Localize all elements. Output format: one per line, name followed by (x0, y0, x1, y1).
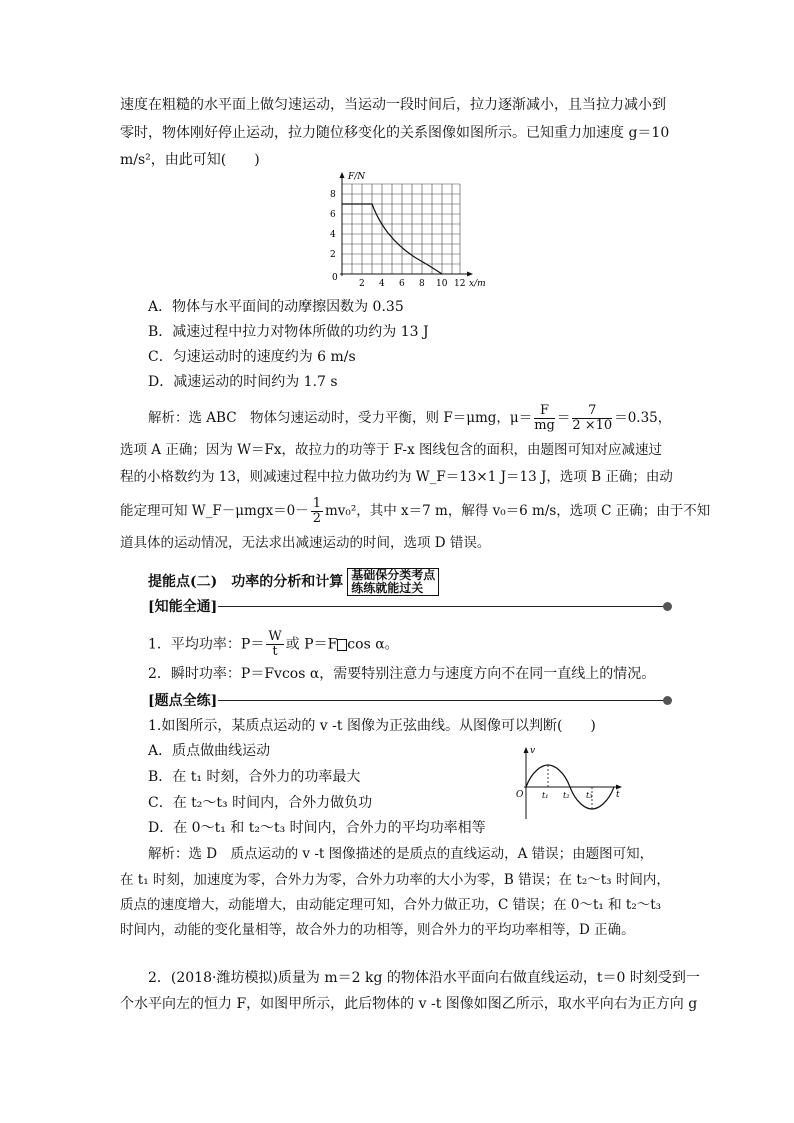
knowledge-header-dot (663, 602, 672, 611)
intro-line-1: 速度在粗糙的水平面上做匀速运动，当运动一段时间后，拉力逐渐减小，且当拉力减小到 (120, 97, 666, 113)
q1-option-a: A．物体与水平面间的动摩擦因数为 0.35 (148, 299, 404, 315)
fraction-f-over-mg: $\frac{F}{mg}$ (534, 403, 555, 433)
knowledge-item-1: 1．平均功率：P＝ $\frac{W}{t}$ 或 P＝F cos α。 (148, 629, 399, 659)
q3-line-2: 个水平向左的恒力 F，如图甲所示，此后物体的 v -t 图像如图乙所示，取水平向右为正方向 g (120, 996, 698, 1012)
q1-analysis-line-5: 道具体的运动情况，无法求出减速运动的时间，选项 D 错误。 (120, 535, 491, 551)
x-axis-label: x/m (469, 279, 486, 289)
overline-v-symbol (337, 639, 347, 651)
knowledge-item-2: 2．瞬时功率：P＝Fvcos α，需要特别注意力与速度方向不在同一直线上的情况。 (148, 666, 656, 682)
practice-header-dot (663, 696, 672, 705)
y-tick-8: 8 (330, 190, 336, 200)
q1-analysis-line-3: 程的小格数约为 13，则减速过程中拉力做功约为 W_F＝13×1 J＝13 J，选项 B 正确；由动 (120, 469, 673, 485)
y-tick-6: 6 (330, 210, 336, 220)
x-tick-12: 12 (454, 279, 466, 289)
q2-analysis-line-3: 质点的速度增大，动能增大，由动能定理可知，合外力做正功，C 错误；在 0～t₁ 和 t₂～t₃ (120, 897, 662, 913)
practice-header: [题点全练] (148, 693, 218, 709)
t2-label: t₂ (563, 791, 570, 800)
q2-analysis-line-4: 时间内，动能的变化量相等，故合外力的功相等，则合外力的平均功率相等，D 正确。 (120, 922, 635, 938)
q1-option-c: C．匀速运动时的速度约为 6 m/s (148, 349, 356, 365)
t-axis-label: t (616, 790, 620, 800)
fraction-w-over-t: $\frac{W}{t}$ (268, 629, 282, 659)
t1-label: t₁ (542, 791, 549, 800)
x-tick-10: 10 (436, 279, 448, 289)
intro-line-2: 零时，物体刚好停止运动，拉力随位移变化的关系图像如图所示。已知重力加速度 g＝10 (120, 125, 670, 141)
q1-analysis-line-4: 能定理可知 W_F－μmgx＝0－ $\frac{1}{2}$ mv₀²，其中 x＝7 m，解得 v₀＝6 m/s，选项 C 正确；由于不知 (120, 496, 711, 526)
force-displacement-graph (318, 170, 498, 294)
t3-label: t₃ (586, 791, 593, 800)
fraction-one-half: $\frac{1}{2}$ (312, 496, 321, 526)
fraction-7-over-20: $\frac{7}{2 \times 10}$ (572, 403, 613, 433)
section-tag: 基础保分类考点 练练就能过关 (347, 568, 439, 596)
practice-option-d: D．在 0～t₁ 和 t₂～t₃ 时间内，合外力的平均功率相等 (148, 820, 486, 836)
section-heading: 提能点(二) 功率的分析和计算 基础保分类考点 练练就能过关 (148, 568, 439, 596)
practice-question: 1.如图所示，某质点运动的 v -t 图像为正弦曲线。从图像可以判断( ) (148, 718, 596, 734)
x-tick-2: 2 (359, 279, 365, 289)
y-tick-4: 4 (330, 230, 336, 240)
q1-analysis-line-1: 解析：选 ABC 物体匀速运动时，受力平衡，则 F＝μmg，μ＝ $\frac{F}{mg}$ ＝ $\frac{7}{2 \times 10}$ ＝0.35， (148, 403, 672, 433)
v-axis-label: v (530, 746, 536, 756)
origin-label: O (516, 790, 524, 800)
q3-line-1: 2．(2018·潍坊模拟)质量为 m＝2 kg 的物体沿水平面向右做直线运动，t＝0 时刻受到一 (148, 970, 700, 986)
q1-option-d: D．减速运动的时间约为 1.7 s (148, 374, 338, 390)
x-tick-8: 8 (419, 279, 425, 289)
knowledge-header-rule (218, 606, 666, 607)
q2-analysis-line-2: 在 t₁ 时刻，加速度为零，合外力为零，合外力功率的大小为零，B 错误；在 t₂～t₃ 时间内， (120, 872, 670, 888)
y-tick-2: 2 (330, 250, 336, 260)
knowledge-header: [知能全通] (148, 599, 218, 615)
practice-option-a: A．质点做曲线运动 (148, 743, 271, 759)
practice-option-b: B．在 t₁ 时刻，合外力的功率最大 (148, 769, 361, 785)
intro-line-3: m/s²，由此可知( ) (120, 152, 260, 168)
q1-option-b: B．减速过程中拉力对物体所做的功约为 13 J (148, 324, 429, 340)
velocity-time-graph (512, 745, 632, 823)
origin-tick: 0 (332, 273, 338, 283)
x-tick-4: 4 (379, 279, 385, 289)
q1-analysis-line-2: 选项 A 正确；因为 W＝Fx，故拉力的功等于 F-x 图线包含的面积，由题图可知对应减速过 (120, 442, 662, 458)
y-axis-label: F/N (348, 172, 366, 182)
x-tick-6: 6 (399, 279, 405, 289)
practice-option-c: C．在 t₂～t₃ 时间内，合外力做负功 (148, 795, 373, 811)
q2-analysis-line-1: 解析：选 D 质点运动的 v -t 图像描述的是质点的直线运动，A 错误；由题图可知， (148, 846, 654, 862)
practice-header-rule (218, 700, 666, 701)
